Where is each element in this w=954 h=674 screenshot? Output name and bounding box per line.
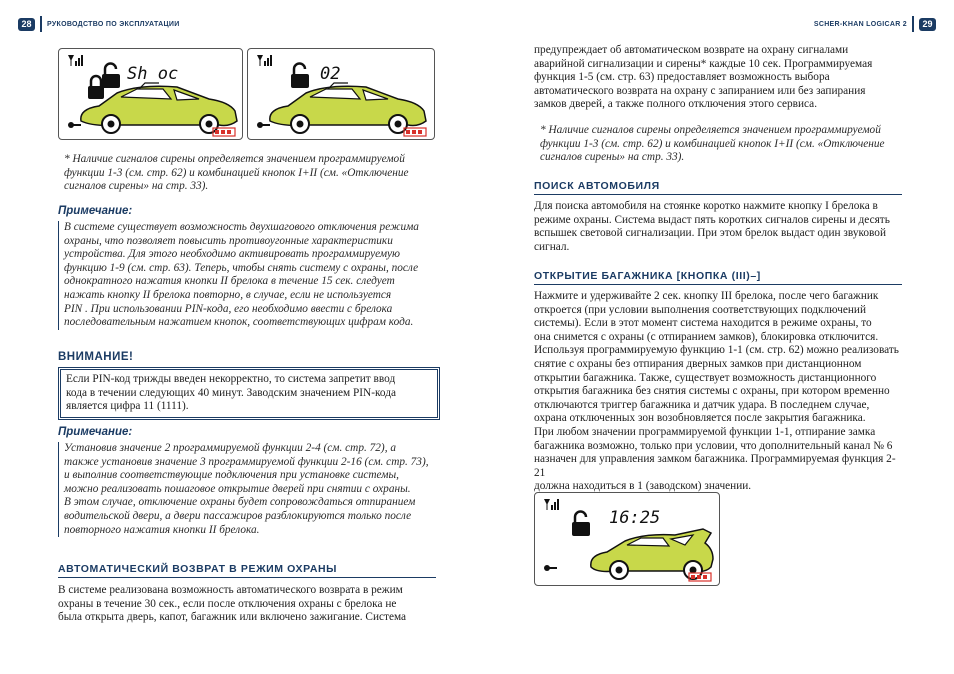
- text-line: предупреждает об автоматическом возврате на охрану сигналами: [534, 44, 849, 56]
- lcd-display-trunk: [534, 492, 720, 586]
- note-two-step-disarm: [58, 221, 438, 330]
- text-line: снятие с охраны без отпирания дверных замков при дистанционном: [534, 357, 862, 370]
- text-line: функции 1-3 (см. стр. 62) и комбинацией кнопок I+II (см. «Отключение: [540, 137, 885, 150]
- auto-rearm-text: [58, 584, 436, 625]
- lcd-display-disarmed: [247, 48, 435, 140]
- unlock-icon: [572, 512, 590, 537]
- text-line: водительской двери, а двери пассажиров разблокируются только после: [64, 509, 412, 522]
- section-title-car-search: ПОИСК АВТОМОБИЛЯ: [534, 180, 902, 195]
- text-line: повторного нажатия кнопки II брелока.: [64, 523, 260, 536]
- car-search-text: [534, 200, 902, 254]
- text-line: Используя программируемую функцию 1-1 (см. стр. 62) можно реализовать: [534, 344, 899, 357]
- text-line: была открыта дверь, капот, багажник или включено зажигание. Система: [58, 611, 407, 624]
- warning-box: [58, 367, 440, 420]
- text-line: откроется (при условии выполнения соответствующих подключений: [534, 303, 867, 316]
- text-line: автоматического возврата на охрану с запиранием или без запирания: [534, 84, 866, 97]
- car-icon: [270, 83, 426, 133]
- text-line: багажника возможно, только при условии, что дополнительный канал № 6: [534, 439, 893, 452]
- text-line: * Наличие сигналов сирены определяется значением программируемой: [64, 153, 405, 165]
- text-line: открытии багажника. Также, существует возможность дистанционного: [534, 371, 877, 384]
- text-line: нажать кнопку II брелока повторно, в случае, если не используется: [64, 288, 392, 301]
- text-line: устройства. Для этого необходимо активировать программируемую: [64, 248, 401, 261]
- text-line: Для поиска автомобиля на стоянке коротко нажмите кнопку I брелока в: [534, 200, 878, 212]
- note-step-door-unlock: [58, 442, 438, 537]
- text-line: В этом случае, отключение охраны будет сопровождаться отпиранием: [64, 496, 416, 509]
- right-header-title: SCHER-KHAN LOGICAR 2: [813, 20, 907, 28]
- right-page: [518, 0, 902, 674]
- battery-icon: [404, 128, 426, 136]
- text-line: открытия багажника без снятия системы с охраны, при котором временно: [534, 385, 890, 398]
- note-heading: Примечание:: [58, 205, 133, 217]
- left-page: [58, 0, 438, 674]
- text-line: сигнал.: [534, 240, 570, 253]
- text-line: функция 1-5 (см. стр. 63) предоставляет возможность выбора: [534, 71, 830, 84]
- text-line: сигналов сирены» на стр. 33).: [540, 151, 685, 164]
- text-line: кода в течении следующих 40 минут. Заводским значением PIN-кода: [66, 386, 396, 399]
- text-line: должна находиться в 1 (заводском) значении.: [534, 480, 752, 493]
- text-line: аварийной сигнализации и сирены* каждые 10 сек. Программируемая: [534, 57, 873, 70]
- text-line: функцию 1-9 (см. стр. 63). Теперь, чтобы снять систему с охраны, после: [64, 261, 419, 274]
- warning-heading: ВНИМАНИЕ!: [58, 351, 134, 363]
- key-icon: [68, 122, 81, 128]
- antenna-icon: [68, 55, 83, 66]
- text-line: можно реализовать пошаговое открытие дверей при снятии с охраны.: [64, 482, 411, 495]
- text-line: Если PIN-код трижды введен некорректно, то система запретит ввод: [66, 373, 396, 385]
- text-line: охраны, что позволяет повысить противоугонные характеристики: [64, 234, 393, 247]
- note-heading: Примечание:: [58, 426, 133, 438]
- unlock-icon: [102, 64, 120, 89]
- lcd-display-text: 16:25: [609, 508, 661, 528]
- siren-footnote: [540, 124, 902, 165]
- section-title-auto-rearm: АВТОМАТИЧЕСКИЙ ВОЗВРАТ В РЕЖИМ ОХРАНЫ: [58, 563, 436, 578]
- text-line: В системе реализована возможность автоматического возврата в режим: [58, 584, 403, 596]
- auto-rearm-continued: [534, 44, 902, 112]
- antenna-icon: [257, 55, 272, 66]
- lcd-display-armed: [58, 48, 243, 140]
- text-line: она снимется с охраны (с отпиранием замков), блокировка отключится.: [534, 330, 879, 343]
- text-line: При любом значении программируемой функции 1-1, отпирание замка: [534, 425, 876, 438]
- text-line: Нажмите и удерживайте 2 сек. кнопку III брелока, после чего багажник: [534, 290, 879, 302]
- text-line: Установив значение 2 программируемой функции 2-4 (см. стр. 72), а: [64, 442, 396, 454]
- siren-footnote: [64, 153, 438, 194]
- header-divider: [40, 16, 42, 32]
- lock-icon: [88, 76, 104, 99]
- text-line: вспышек световой сигнализации. При этом брелок выдаст один звуковой: [534, 227, 886, 240]
- text-line: * Наличие сигналов сирены определяется значением программируемой: [540, 124, 881, 136]
- text-line: и выполнив соответствующие подключения при установке системы,: [64, 469, 399, 482]
- trunk-opening-text: [534, 290, 902, 494]
- text-line: последовательным нажатием кнопок, соответствующих цифрам кода.: [64, 316, 414, 329]
- text-line: отключаются триггер багажника и датчик удара. В последнем случае,: [534, 398, 870, 411]
- text-line: В системе существует возможность двухшагового отключения режима: [64, 221, 419, 233]
- lcd-display-text: 02: [320, 64, 341, 84]
- text-line: охраны в течение 30 сек., если после отключения охраны с брелока не: [58, 597, 397, 610]
- text-line: системы). Если в этот момент система находится в режиме охраны, то: [534, 317, 872, 330]
- header-divider: [912, 16, 914, 32]
- text-line: PIN . При использовании PIN-кода, его необходимо ввести с брелока: [64, 302, 393, 315]
- unlock-icon: [291, 64, 309, 89]
- text-line: назначен для управления замком багажника. Программируемая функция 2-21: [534, 453, 896, 479]
- left-header-title: РУКОВОДСТВО ПО ЭКСПЛУАТАЦИИ: [47, 20, 180, 28]
- text-line: замков дверей, а также полного отключения этого сервиса.: [534, 98, 818, 111]
- text-line: сигналов сирены» на стр. 33).: [64, 180, 209, 193]
- section-title-trunk-opening: ОТКРЫТИЕ БАГАЖНИКА [КНОПКА (III)–]: [534, 270, 902, 285]
- antenna-icon: [544, 499, 559, 510]
- key-icon: [544, 565, 557, 571]
- text-line: режиме охраны. Система выдаст пять коротких сигналов сирены и десять: [534, 213, 890, 226]
- car-icon: [591, 529, 713, 579]
- text-line: функции 1-3 (см. стр. 62) и комбинацией кнопок I+II (см. «Отключение: [64, 166, 409, 179]
- key-icon: [257, 122, 270, 128]
- text-line: охрана отключенных зон возобновляется после закрытия багажника.: [534, 412, 866, 425]
- car-icon: [81, 83, 237, 133]
- lcd-display-text: Sh oc: [127, 64, 179, 84]
- text-line: однократного нажатия кнопки II брелока в течение 15 сек. следует: [64, 275, 395, 288]
- text-line: является цифра 11 (1111).: [66, 400, 189, 413]
- left-page-number: 28: [18, 18, 35, 31]
- text-line: также установив значение 3 программируемой функции 2-16 (см. стр. 73),: [64, 455, 429, 468]
- right-page-number: 29: [919, 18, 936, 31]
